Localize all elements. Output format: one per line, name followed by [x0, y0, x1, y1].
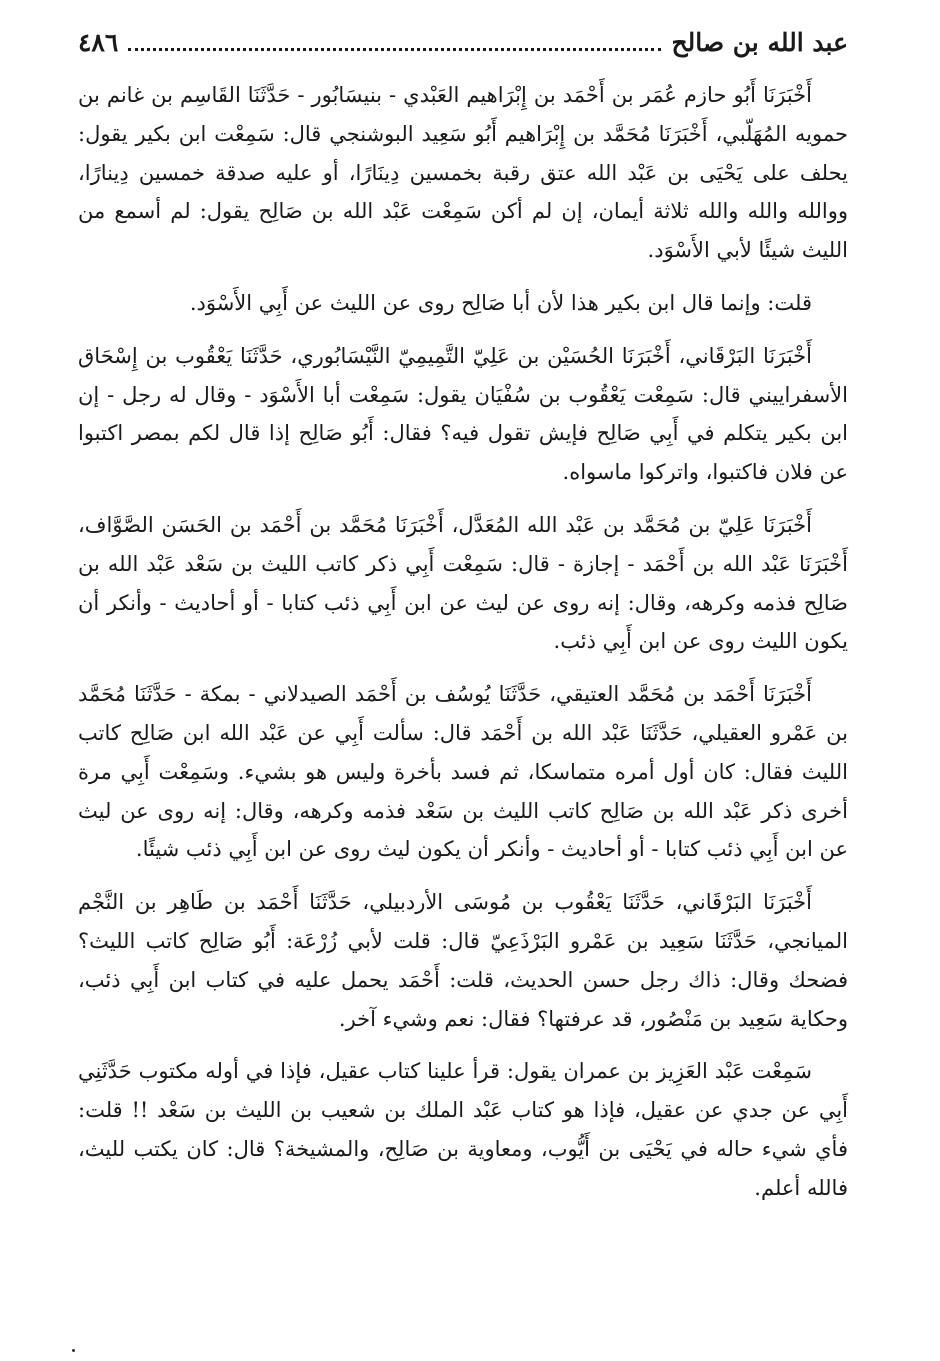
body-text — [78, 76, 848, 1208]
paragraph-6: أَخْبَرَنَا البَرْقَاني، حَدَّثَنَا يَعْقُوب بن مُوسَى الأردبيلي، حَدَّثَنَا أَحْمَد بن طَاهِر بن النَّجْم الميانجي، حَدَّثَنَا سَعِيد بن عَمْرو البَرْذَعِيّ قال: قلت لأبي زُرْعَة: أَبُو صَالِح كاتب الليث؟ فضحك وقال: ذاك رجل حسن الحديث، قلت: أَحْمَد يحمل عليه في كتاب ابن أَبِي ذئب، وحكاية سَعِيد بن مَنْصُور، قد عرفتها؟ فقال: نعم وشيء آخر. — [78, 890, 848, 1031]
scan-speck — [72, 1349, 75, 1352]
page-number: ٤٨٦ — [78, 28, 119, 57]
paragraph-2: قلت: وإنما قال ابن بكير هذا لأن أبا صَالِح روى عن الليث عن أَبِي الأَسْوَد. — [189, 290, 812, 315]
paragraph-1: أَخْبَرَنَا أَبُو حازم عُمَر بن أَحْمَد بن إِبْرَاهيم العَبْدي - بنيسَابُور - حَدَّثَنَا القَاسِم بن غانم بن حمويه المُهَلّبي، أَخْبَرَنَا مُحَمَّد بن إِبْرَاهيم أَبُو سَعِيد البوشنجي قال: سَمِعْت ابن بكير يقول: يحلف على يَحْيَى بن عَبْد الله عتق رقبة بخمسين دِينَارًا، أو عليه صدقة خمسين دِينارًا، ووالله والله والله ثلاثة أيمان، إن لم أكن سَمِعْت عَبْد الله بن صَالِح يقول: لم أسمع من الليث شيئًا لأبي الأَسْوَد. — [78, 83, 848, 263]
leader-dots — [128, 30, 661, 51]
paragraph-5: أَخْبَرَنَا أَحْمَد بن مُحَمَّد العتيقي، حَدَّثَنَا يُوسُف بن أَحْمَد الصيدلاني - بمكة - حَدَّثَنَا مُحَمَّد بن عَمْرو العقيلي، حَدَّثَنَا عَبْد الله بن أَحْمَد قال: سألت أَبِي عن عَبْد الله ابن صَالِح كاتب الليث فقال: كان أول أمره متماسكا، ثم فسد بأخرة وليس هو بشيء. وسَمِعْت أَبِي مرة أخرى ذكر عَبْد الله بن صَالِح كاتب الليث بن سَعْد فذمه وكرهه، وقال: إنه روى عن ليث عن ابن أَبِي ذئب كتابا - أو أحاديث - وأنكر أن يكون ليث روى عن ابن أَبِي ذئب شيئًا. — [78, 682, 848, 862]
paragraph-3: أَخْبَرَنَا البَرْقَاني، أَخْبَرَنَا الحُسَيْن بن عَلِيّ التَّمِيمِيّ النَّيْسَابُوري، حَدَّثَنَا يَعْقُوب بن إِسْحَاق الأسفراييني قال: سَمِعْت يَعْقُوب بن سُفْيَان يقول: سَمِعْت أبا الأَسْوَد - وقال له رجل - إن ابن بكير يتكلم في أَبِي صَالِح فإيش تقول فيه؟ فقال: أَبُو صَالِح إذا قال لكم بمصر اكتبوا عن فلان فاكتبوا، واتركوا ماسواه. — [78, 343, 848, 485]
paragraph-7: سَمِعْت عَبْد العَزِيز بن عمران يقول: قرأ علينا كتاب عقيل، فإذا في أوله مكتوب حَدَّثَنِي أَبِي عن جدي عن عقيل، فإذا هو كتاب عَبْد الملك بن شعيب بن الليث بن سَعْد !! قلت: فأي شيء حاله في يَحْيَى بن أَيُّوب، ومعاوية بن صَالِح، والمشيخة؟ قال: كان يكتب لليث، فالله أعلم. — [78, 1059, 848, 1200]
running-header — [78, 28, 848, 76]
paragraph-4: أَخْبَرَنَا عَلِيّ بن مُحَمَّد بن عَبْد الله المُعَدَّل، أَخْبَرَنَا مُحَمَّد بن أَحْمَد بن الحَسَن الصَّوَّاف، أَخْبَرَنَا عَبْد الله بن أَحْمَد - إجازة - قال: سَمِعْت أَبِي ذكر كاتب الليث بن سَعْد عَبْد الله بن صَالِح فذمه وكرهه، وقال: إنه روى عن ليث عن ابن أَبِي ذئب كتابا - أو أحاديث - وأنكر أن يكون الليث روى عن ابن أَبِي ذئب. — [78, 512, 848, 654]
chapter-title: عبد الله بن صالح — [671, 28, 848, 57]
book-page — [78, 28, 848, 1222]
